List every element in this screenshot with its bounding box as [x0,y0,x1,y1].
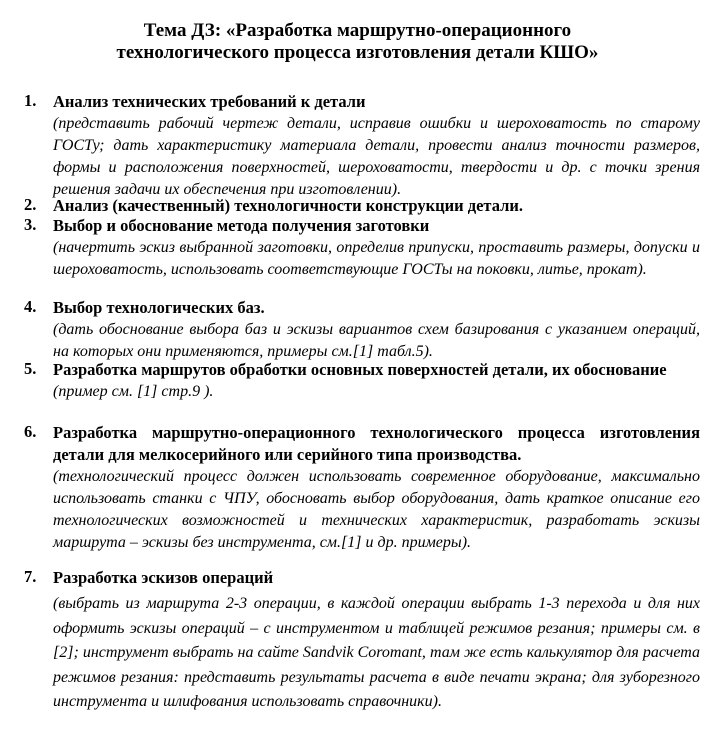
item-number: 2. [24,195,37,214]
list-item-7 [24,567,700,715]
item-heading: Выбор технологических баз. [53,298,265,317]
item-description: (выбрать из маршрута 2-3 операции, в каждой операции выбрать 1-3 перехода и для них оформить эскизы операций – с инструментом и таблицей режимов резания; примеры см. в [2]; инструмент выбрать на сайте Sandvik Coromant, там же есть калькулятор для расчета режимов резания: представить результаты расчета в виде печати экрана; для зуборезного инструмента и шлифования использовать справочники). [53,595,700,710]
list-item-5 [24,359,700,403]
item-description: (пример см. [1] стр.9 ). [53,383,214,400]
item-description: (начертить эскиз выбранной заготовки, определив припуски, проставить размеры, допуски и шероховатость, использовать соответствующие ГОСТы на поковки, литье, прокат). [53,239,700,278]
list-item-2 [24,195,700,217]
title-line-2: технологического процесса изготовления детали КШО» [116,42,599,63]
item-heading: Анализ технических требований к детали [53,92,366,111]
document-title [0,20,715,64]
item-number: 6. [24,422,37,441]
item-description: (представить рабочий чертеж детали, исправив ошибки и шероховатость по старому ГОСТу; дать характеристику материала детали, провести анализ точности размеров, формы и расположения поверхностей, шероховатости, твердости и др. с точки зрения решения задачи их обеспечения при изготовлении). [53,115,700,198]
item-heading: Разработка маршрутов обработки основных поверхностей детали, их обоснование [53,360,667,379]
list-item-1 [24,91,700,201]
item-heading: Анализ (качественный) технологичности конструкции детали. [53,196,524,215]
item-description: (дать обоснование выбора баз и эскизы вариантов схем базирования с указанием операций, на которых они применяются, примеры см.[1] табл.5). [53,321,700,360]
list-item-4 [24,297,700,363]
item-description: (технологический процесс должен использовать современное оборудование, максимально использовать станки с ЧПУ, обосновать выбор оборудования, дать краткое описание его технологических возможностей и технических характеристик, разработать эскизы маршрута – эскизы без инструмента, см.[1] и др. примеры). [53,468,700,551]
item-heading: Выбор и обоснование метода получения заготовки [53,216,430,235]
item-number: 4. [24,297,37,316]
item-number: 5. [24,359,37,378]
list-item-3 [24,215,700,281]
list-item-6 [24,422,700,554]
item-number: 7. [24,567,37,586]
title-line-1: Тема ДЗ: «Разработка маршрутно-операционного [143,20,572,41]
item-heading: Разработка маршрутно-операционного технологического процесса изготовления детали для мелкосерийного или серийного типа производства. [53,423,700,464]
item-number: 1. [24,91,37,110]
item-number: 3. [24,215,37,234]
item-heading: Разработка эскизов операций [53,568,274,587]
